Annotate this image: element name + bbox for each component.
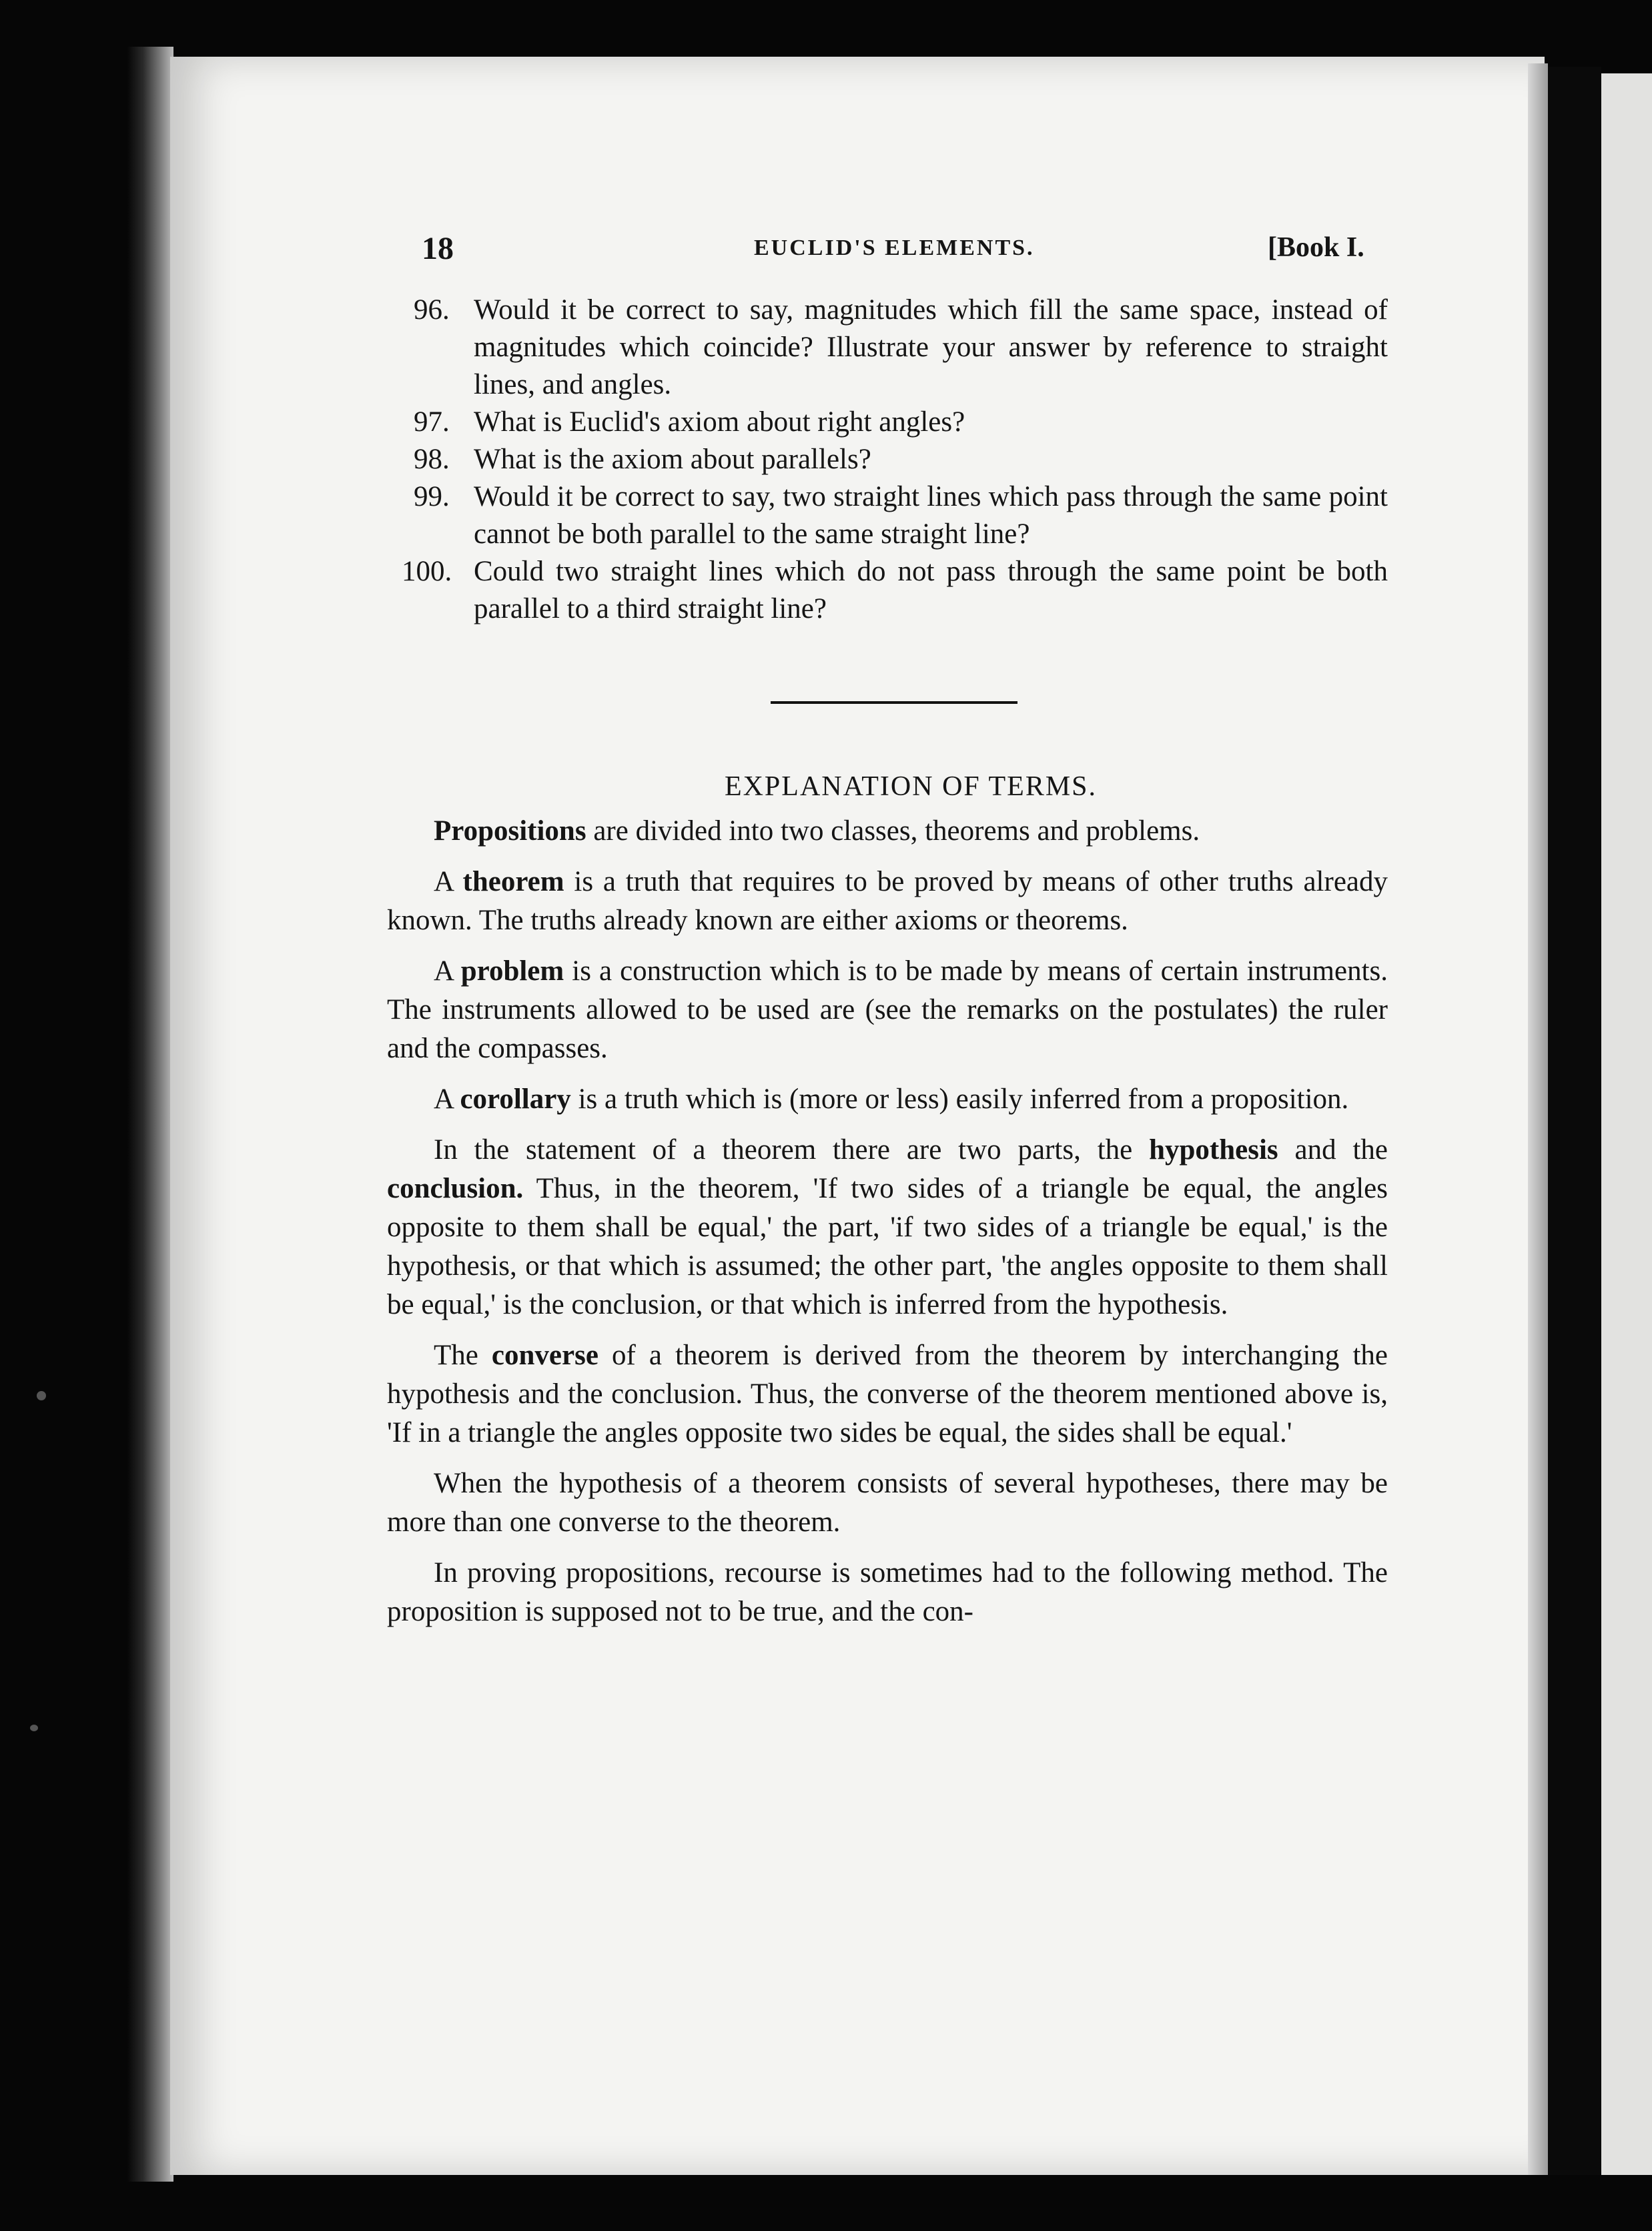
scan-speck xyxy=(37,1391,46,1400)
question-number: 96. xyxy=(414,294,450,326)
paragraph-text: In proving propositions, recourse is sometimes had to the following method. The proposition is supposed not to be true, and the con- xyxy=(387,1557,1388,1627)
paragraph-several-hypotheses xyxy=(387,1464,1388,1542)
paragraph-indirect-proof xyxy=(387,1554,1388,1631)
paragraph-text: When the hypothesis of a theorem consists of several hypotheses, there may be more than one converse to the theorem. xyxy=(387,1468,1388,1538)
paragraph-corollary xyxy=(387,1080,1388,1119)
book-label: [Book I. xyxy=(1268,232,1364,263)
paragraph-text: and the xyxy=(1278,1134,1388,1166)
paragraph-text: is a truth that requires to be proved by means of other truths already known. The truths already known are either axioms or theorems. xyxy=(387,866,1388,936)
paragraph-text: In the statement of a theorem there are two parts, the xyxy=(434,1134,1150,1166)
term-propositions: Propositions xyxy=(434,815,586,847)
paragraph-hypothesis xyxy=(387,1131,1388,1324)
question-item xyxy=(387,553,1388,628)
book-spine-shadow xyxy=(127,47,173,2182)
running-head xyxy=(387,230,1388,277)
section-divider xyxy=(771,701,1017,704)
question-number: 97. xyxy=(414,406,450,438)
term-corollary: corollary xyxy=(460,1083,571,1115)
paragraph-text: is a construction which is to be made by means of certain instruments. The instruments allowed to be used are (see the remarks on the postulates) the ruler and the compasses. xyxy=(387,955,1388,1064)
paragraph-problem xyxy=(387,952,1388,1068)
term-theorem: theorem xyxy=(462,866,564,897)
paragraph-text: is a truth which is (more or less) easily inferred from a proposition. xyxy=(570,1083,1349,1115)
paragraph-theorem xyxy=(387,863,1388,940)
paragraph-converse xyxy=(387,1336,1388,1452)
paragraph-text: A xyxy=(434,866,463,897)
question-list xyxy=(387,292,1388,628)
question-number: 98. xyxy=(414,444,450,475)
question-text: What is the axiom about parallels? xyxy=(474,444,871,475)
paragraph-propositions xyxy=(387,812,1388,851)
question-item xyxy=(387,478,1388,553)
question-item xyxy=(387,441,1388,478)
paragraph-text: Thus, in the theorem, 'If two sides of a triangle be equal, the angles opposite to them shall be equal,' the part, 'if two sides of a triangle be equal,' is the hypothesis, or that which is assumed; the other part, 'the angles opposite to them shall be equal,' is the conclusion, or that which is inferred from the hypothesis. xyxy=(387,1173,1388,1320)
section-heading: EXPLANATION OF TERMS. xyxy=(724,771,1098,802)
question-text: Would it be correct to say, two straight lines which pass through the same point cannot be both parallel to the same straight line? xyxy=(474,481,1388,550)
paragraph-text: are divided into two classes, theorems and problems. xyxy=(586,815,1200,847)
explanation-body xyxy=(387,812,1388,1631)
scan-speck xyxy=(30,1725,38,1731)
page-number: 18 xyxy=(422,231,454,266)
page-text xyxy=(387,230,1388,1643)
paragraph-text: The xyxy=(434,1340,492,1371)
question-text: Would it be correct to say, magnitudes which fill the same space, instead of magnitudes which coincide? Illustrate your answer by reference to straight lines, and angles. xyxy=(474,294,1388,400)
term-conclusion: conclusion. xyxy=(387,1173,524,1204)
question-number: 100. xyxy=(402,556,452,587)
running-title: EUCLID'S ELEMENTS. xyxy=(754,236,1035,260)
term-problem: problem xyxy=(460,955,564,987)
term-hypothesis: hypothesis xyxy=(1149,1134,1278,1166)
adjacent-page-edge xyxy=(1601,73,1652,2175)
paragraph-text: of a theorem is derived from the theorem by interchanging the hypothesis and the conclusion. Thus, the converse of the theorem mentioned above is, 'If in a triangle the angles opposite two sides be equal, the sides shall be equal.' xyxy=(387,1340,1388,1448)
question-item xyxy=(387,404,1388,441)
page-edge xyxy=(1528,63,1548,2175)
term-converse: converse xyxy=(491,1340,598,1371)
gutter-strip xyxy=(1548,67,1601,2175)
paragraph-text: A xyxy=(434,1083,460,1115)
question-number: 99. xyxy=(414,481,450,512)
question-text: What is Euclid's axiom about right angles? xyxy=(474,406,965,438)
question-text: Could two straight lines which do not pass through the same point be both parallel to a third straight line? xyxy=(474,556,1388,624)
paragraph-text: A xyxy=(434,955,461,987)
question-item xyxy=(387,292,1388,404)
